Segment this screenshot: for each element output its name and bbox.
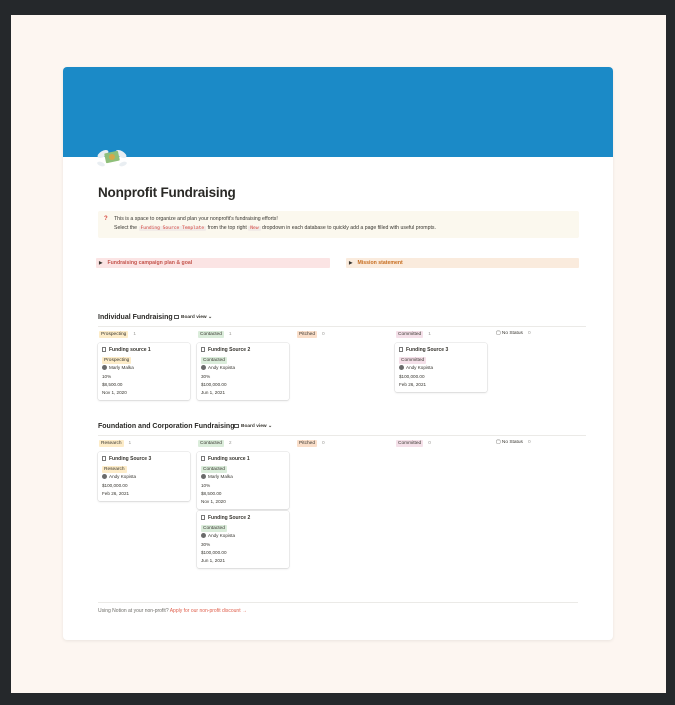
card-person	[102, 474, 136, 479]
document-icon	[102, 347, 106, 352]
person-name: Marly Malka	[208, 474, 233, 479]
card-amount: $100,000.00	[399, 374, 425, 379]
person-name: Andy Kopista	[208, 365, 236, 370]
person-name: Andy Kopista	[109, 474, 137, 479]
avatar	[102, 474, 107, 479]
person-name: Marly Malka	[109, 365, 134, 370]
callout-text: from the top right	[207, 225, 247, 231]
status-tag: Contacted	[203, 526, 225, 531]
board-card[interactable]	[197, 343, 289, 400]
status-tag: Prospecting	[104, 358, 130, 363]
toggle-mission-statement[interactable]	[346, 258, 579, 268]
card-title-text: Funding source 1	[109, 347, 151, 353]
callout-line-2	[114, 225, 436, 231]
callout-text: Select the	[114, 225, 138, 231]
card-title	[201, 347, 250, 353]
divider	[98, 435, 586, 436]
card-date: Nov 1, 2020	[201, 499, 226, 504]
avatar	[399, 365, 404, 370]
column-pitched[interactable]	[297, 440, 325, 447]
column-count: 0	[428, 441, 431, 446]
footer	[98, 608, 247, 614]
toggle-label: Fundraising campaign plan & goal	[107, 260, 193, 266]
inline-code: Funding Source Template	[140, 226, 205, 231]
card-amount: $8,500.00	[102, 382, 123, 387]
callout-line-1: This is a space to organize and plan your nonprofit's fundraising efforts!	[114, 216, 278, 222]
document-icon	[201, 347, 205, 352]
card-date: Feb 26, 2021	[102, 491, 130, 496]
column-count: 1	[428, 332, 431, 337]
page-title[interactable]: Nonprofit Fundraising	[98, 185, 236, 200]
view-label: Board view	[241, 424, 267, 429]
document-icon	[201, 515, 205, 520]
status-tag: Contacted	[203, 467, 225, 472]
board-view-button[interactable]	[234, 424, 272, 429]
chevron-down-icon: ⌄	[267, 424, 272, 429]
person-name: Andy Kopista	[406, 365, 434, 370]
avatar	[201, 533, 206, 538]
column-label: Prospecting	[101, 332, 127, 337]
column-research[interactable]	[99, 440, 131, 447]
page-cover[interactable]	[63, 67, 613, 157]
card-person	[102, 365, 134, 370]
column-label: Pitched	[299, 332, 315, 337]
avatar	[102, 365, 107, 370]
column-count: 0	[527, 440, 531, 445]
card-probability: 10%	[102, 374, 112, 379]
board-card[interactable]	[395, 343, 487, 392]
column-prospecting[interactable]	[99, 331, 136, 338]
card-amount: $100,000.00	[201, 550, 227, 555]
document-icon	[201, 456, 205, 461]
card-title-text: Funding Source 2	[208, 515, 251, 521]
triangle-right-icon[interactable]: ▶	[99, 260, 103, 265]
board-view-button[interactable]	[174, 315, 212, 320]
card-person	[399, 365, 433, 370]
status-tag: Research	[104, 467, 125, 472]
column-count: 0	[322, 332, 325, 337]
card-probability: 30%	[201, 542, 211, 547]
column-label: Contacted	[200, 441, 222, 446]
column-label: No Status	[501, 440, 523, 445]
column-count: 1	[228, 332, 232, 337]
column-committed[interactable]	[396, 331, 431, 338]
board-card[interactable]	[98, 452, 190, 501]
database-title[interactable]: Foundation and Corporation Fundraising	[98, 423, 235, 430]
nonprofit-discount-link[interactable]: Apply for our non-profit discount →	[169, 608, 247, 614]
column-label: Committed	[398, 441, 422, 446]
column-committed[interactable]	[396, 440, 431, 447]
toggle-label: Mission statement	[357, 260, 403, 266]
no-status-icon: ▢	[496, 440, 501, 445]
card-title	[201, 515, 250, 521]
chevron-down-icon: ⌄	[207, 315, 212, 320]
column-count: 1	[133, 332, 137, 337]
column-count: 1	[128, 441, 132, 446]
no-status-icon: ▢	[496, 331, 501, 336]
column-count: 2	[228, 441, 232, 446]
board-card[interactable]	[197, 452, 289, 509]
column-no-status[interactable]	[496, 331, 531, 336]
card-date: Jun 1, 2021	[201, 558, 226, 563]
question-mark-icon: ?	[104, 216, 108, 222]
card-title-text: Funding Source 3	[406, 347, 449, 353]
column-contacted[interactable]	[198, 440, 232, 447]
card-amount: $100,000.00	[201, 382, 227, 387]
card-date: Jun 1, 2021	[201, 390, 226, 395]
card-person	[201, 533, 235, 538]
money-with-wings-icon[interactable]	[96, 143, 128, 171]
card-title-text: Funding Source 2	[208, 347, 251, 353]
divider	[98, 602, 578, 603]
column-no-status[interactable]	[496, 440, 531, 445]
card-probability: 10%	[201, 483, 211, 488]
column-count: 0	[527, 331, 531, 336]
column-label: Committed	[398, 332, 422, 337]
document-icon	[102, 456, 106, 461]
document-icon	[399, 347, 403, 352]
board-card[interactable]	[197, 511, 289, 568]
notion-page	[63, 67, 613, 640]
card-person	[201, 365, 235, 370]
callout-text: dropdown in each database to quickly add a page filled with useful prompts.	[262, 225, 436, 231]
card-probability: 30%	[201, 374, 211, 379]
status-tag: Contacted	[203, 358, 225, 363]
app-frame	[11, 15, 666, 693]
card-title	[102, 347, 151, 353]
column-label: Research	[101, 441, 122, 446]
card-title-text: Funding source 1	[208, 456, 250, 462]
card-date: Feb 26, 2021	[399, 382, 427, 387]
card-date: Nov 1, 2020	[102, 390, 127, 395]
card-title	[102, 456, 151, 462]
column-pitched[interactable]	[297, 331, 325, 338]
column-label: No Status	[501, 331, 523, 336]
avatar	[201, 474, 206, 479]
board-icon	[174, 315, 179, 319]
card-title-text: Funding Source 3	[109, 456, 152, 462]
column-label: Pitched	[299, 441, 315, 446]
board-card[interactable]	[98, 343, 190, 400]
card-title	[201, 456, 250, 462]
card-amount: $100,000.00	[102, 483, 128, 488]
inline-code: New	[250, 226, 259, 231]
database-title[interactable]: Individual Fundraising	[98, 314, 173, 321]
card-person	[201, 474, 233, 479]
view-label: Board view	[181, 315, 207, 320]
card-amount: $8,500.00	[201, 491, 222, 496]
callout	[98, 211, 579, 238]
card-title	[399, 347, 448, 353]
column-label: Contacted	[200, 332, 222, 337]
column-count: 0	[322, 441, 325, 446]
status-tag: Committed	[401, 358, 425, 363]
avatar	[201, 365, 206, 370]
footer-text: Using Notion at your non-profit?	[98, 608, 169, 614]
triangle-right-icon[interactable]: ▶	[349, 260, 353, 265]
toggle-campaign-plan[interactable]	[96, 258, 330, 268]
person-name: Andy Kopista	[208, 533, 236, 538]
board-icon	[234, 424, 239, 428]
divider	[98, 326, 586, 327]
column-contacted[interactable]	[198, 331, 232, 338]
